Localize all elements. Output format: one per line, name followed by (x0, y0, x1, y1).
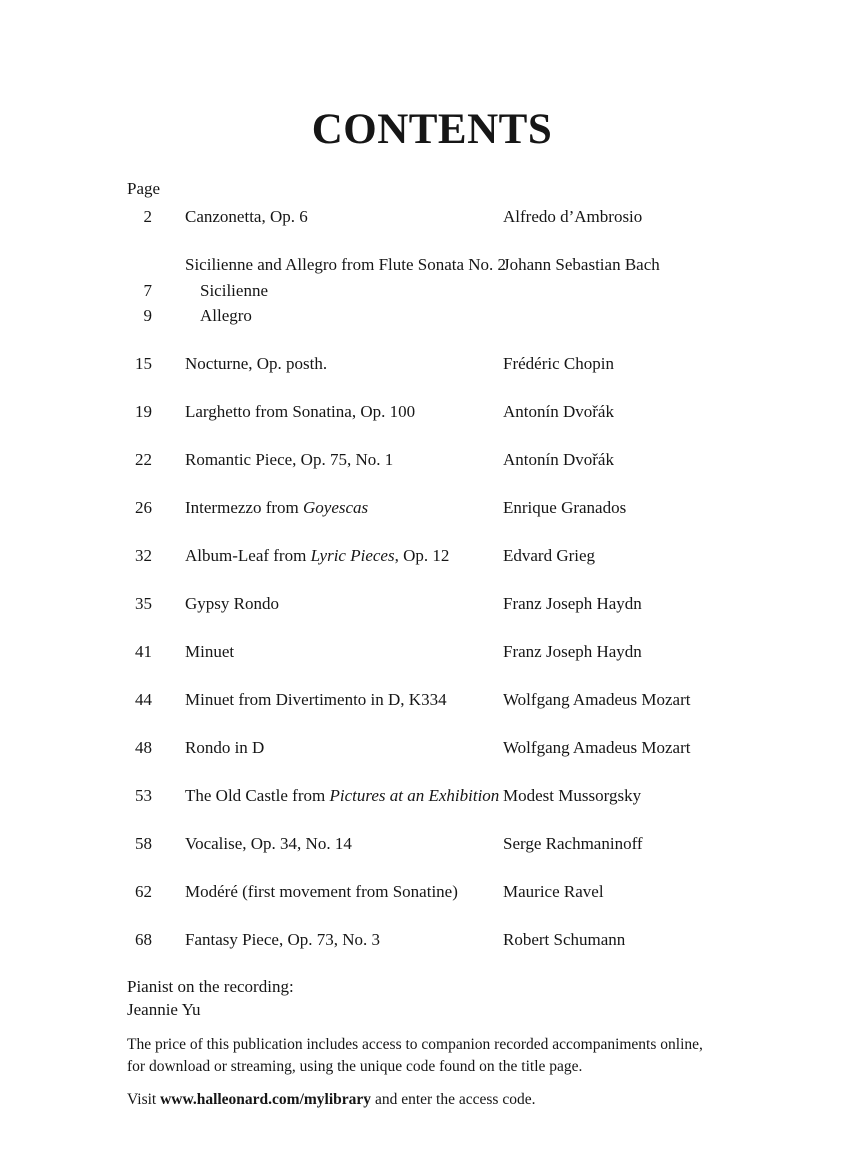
toc-page-number: 2 (143, 207, 152, 226)
toc-entry-title: Canzonetta, Op. 6 (185, 207, 308, 226)
visit-note-prefix: Visit (127, 1091, 161, 1108)
toc-page-number: 19 (135, 402, 152, 421)
toc-composer: Frédéric Chopin (503, 354, 614, 373)
toc-entry-title: Romantic Piece, Op. 75, No. 1 (185, 450, 394, 469)
toc-composer: Edvard Grieg (503, 546, 596, 565)
toc-entry-title: Vocalise, Op. 34, No. 14 (185, 834, 352, 853)
visit-note (127, 1089, 535, 1111)
toc-entry-title (185, 787, 499, 804)
access-note-line2: for download or streaming, using the unique code found on the title page. (127, 1058, 583, 1075)
toc-page-number: 7 (143, 281, 152, 300)
website-url: www.halleonard.com/mylibrary (160, 1091, 372, 1108)
toc-entry-title: Fantasy Piece, Op. 73, No. 3 (185, 930, 381, 949)
toc-composer: Enrique Granados (503, 498, 627, 517)
toc-title-segment: Intermezzo from (185, 498, 303, 517)
toc-page-number: 32 (135, 546, 152, 565)
toc-page-number: 26 (135, 498, 152, 517)
toc-entry-title: Minuet (185, 642, 235, 661)
toc-page-number: 53 (135, 786, 152, 805)
page-title: CONTENTS (311, 106, 553, 153)
toc-page-number: 41 (135, 642, 152, 661)
toc-entry-title: Gypsy Rondo (185, 594, 279, 613)
access-note-line1: The price of this publication includes access to companion recorded accompaniments online, (127, 1036, 703, 1053)
toc-composer: Antonín Dvořák (503, 450, 614, 469)
toc-column-header: Page (127, 179, 161, 198)
toc-composer: Maurice Ravel (503, 882, 604, 901)
toc-composer: Johann Sebastian Bach (503, 255, 660, 274)
toc-composer: Robert Schumann (503, 930, 626, 949)
toc-page-number: 9 (143, 306, 152, 325)
toc-title-segment: , Op. 12 (394, 546, 450, 565)
toc-entry-title: Sicilienne (200, 281, 268, 300)
toc-entry-title: Sicilienne and Allegro from Flute Sonata No. 2 (185, 255, 507, 274)
toc-composer: Antonín Dvořák (503, 402, 614, 421)
toc-entry-title (185, 547, 449, 564)
toc-composer: Modest Mussorgsky (503, 786, 642, 805)
toc-title-segment: The Old Castle from (185, 786, 330, 805)
pianist-name: Jeannie Yu (127, 1000, 201, 1019)
toc-composer: Serge Rachmaninoff (503, 834, 643, 853)
pianist-label: Pianist on the recording: (127, 977, 294, 996)
toc-page-number: 44 (135, 690, 152, 709)
access-note (127, 1034, 703, 1078)
toc-composer: Franz Joseph Haydn (503, 642, 642, 661)
toc-composer: Franz Joseph Haydn (503, 594, 642, 613)
visit-note-suffix: and enter the access code. (371, 1091, 536, 1108)
toc-page-number: 22 (135, 450, 152, 469)
toc-page-number: 35 (135, 594, 152, 613)
toc-entry-title (185, 499, 368, 516)
toc-title-segment: Album-Leaf from (185, 546, 311, 565)
toc-title-segment-italic: Lyric Pieces (310, 546, 395, 565)
toc-entry-title: Allegro (200, 306, 252, 325)
toc-entry-title: Modéré (first movement from Sonatine) (185, 882, 458, 901)
toc-entry-title: Larghetto from Sonatina, Op. 100 (185, 402, 416, 421)
toc-title-segment-italic: Pictures at an Exhibition (329, 786, 500, 805)
toc-composer: Alfredo d’Ambrosio (503, 207, 643, 226)
toc-composer: Wolfgang Amadeus Mozart (503, 690, 691, 709)
toc-page-number: 48 (135, 738, 152, 757)
toc-entry-title: Rondo in D (185, 738, 265, 757)
toc-entry-title: Minuet from Divertimento in D, K334 (185, 690, 447, 709)
toc-composer: Wolfgang Amadeus Mozart (503, 738, 691, 757)
toc-page-number: 68 (135, 930, 152, 949)
toc-page-number: 15 (135, 354, 152, 373)
toc-page-number: 58 (135, 834, 152, 853)
toc-page-number: 62 (135, 882, 152, 901)
toc-entry-title: Nocturne, Op. posth. (185, 354, 328, 373)
toc-title-segment-italic: Goyescas (303, 498, 369, 517)
